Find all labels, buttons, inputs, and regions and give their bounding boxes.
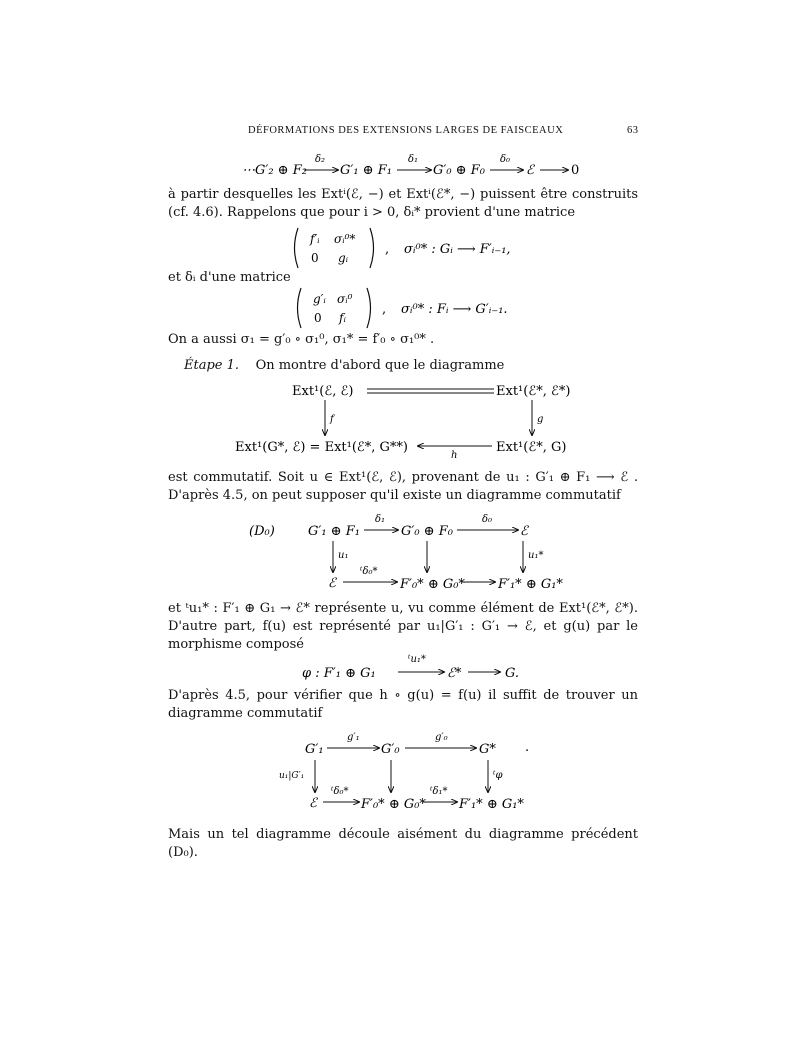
matrix-2-b: σᵢ⁰: [337, 292, 353, 306]
exact-sequence: [230, 150, 610, 182]
diag2-bottom-2: F′₀* ⊕ G₀*: [400, 577, 465, 592]
matrix-2-c: 0: [314, 311, 322, 325]
paragraph-3: On a aussi σ₁ = g′₀ ∘ σ₁⁰, σ₁* = f′₀ ∘ σ₁⁰* .: [168, 332, 435, 347]
matrix-2: [293, 286, 553, 330]
seq-term-4: 0: [571, 163, 580, 178]
step-1-text: On montre d'abord que le diagramme: [255, 358, 505, 373]
matrix-1-sep: ,: [385, 242, 390, 257]
matrix-1: [290, 226, 550, 270]
matrix-1-map: σᵢ⁰* : Gᵢ ⟶ F′ᵢ₋₁,: [404, 242, 511, 257]
matrix-2-d: fᵢ: [339, 311, 346, 325]
running-header: DÉFORMATIONS DES EXTENSIONS LARGES DE FAISCEAUX: [248, 125, 564, 136]
seq-term-3: ℰ: [526, 163, 534, 178]
phi-morphism: [300, 650, 540, 684]
seq-term-0: ⋯G′₂ ⊕ F₂: [242, 163, 307, 178]
page-number: 63: [627, 125, 639, 136]
diag3-label-td0: ᵗδ₀*: [331, 786, 349, 797]
matrix-1-a: f′ᵢ: [310, 232, 320, 246]
diagram-d0: [240, 508, 620, 598]
phi-left: φ : F′₁ ⊕ G₁: [302, 666, 376, 681]
diag3-dot: .: [525, 740, 530, 755]
diagram-3: [275, 728, 565, 816]
seq-term-2: G′₀ ⊕ F₀: [433, 163, 485, 178]
step-1-label: Étape 1.: [184, 358, 240, 373]
diag1-top-left: Ext¹(ℰ, ℰ): [292, 384, 354, 399]
diag2-label: (D₀): [249, 524, 275, 539]
matrix-2-map: σᵢ⁰* : Fᵢ ⟶ G′ᵢ₋₁.: [401, 302, 508, 317]
diag1-label-f: f: [330, 414, 334, 425]
seq-arrow-1-label: δ₂: [315, 154, 326, 165]
diag3-bottom-2: F′₀* ⊕ G₀*: [361, 797, 426, 812]
matrix-1-d: gᵢ: [338, 251, 349, 265]
diag1-label-h: h: [451, 450, 458, 458]
diag1-bottom-left: Ext¹(G*, ℰ) = Ext¹(ℰ*, G**): [235, 440, 408, 455]
diag3-top-2: G′₀: [381, 742, 400, 757]
diag3-label-td1: ᵗδ₁*: [430, 786, 448, 797]
diag2-top-3: ℰ: [520, 524, 528, 539]
diag3-label-g0: g′₀: [435, 732, 448, 743]
diag3-label-tphi: ᵗφ: [493, 770, 503, 781]
phi-arrow-label: ᵗu₁*: [408, 654, 426, 665]
paragraph-2: et δᵢ d'une matrice: [168, 270, 291, 285]
diag3-bottom-1: ℰ: [309, 796, 317, 811]
matrix-2-a: g′ᵢ: [313, 292, 326, 306]
diag3-label-g1: g′₁: [347, 732, 360, 743]
seq-arrow-2-label: δ₁: [408, 154, 419, 165]
matrix-1-b: σᵢ⁰*: [334, 232, 356, 246]
seq-term-1: G′₁ ⊕ F₁: [340, 163, 392, 178]
diag3-top-3: G*: [479, 742, 496, 757]
matrix-1-c: 0: [311, 251, 319, 265]
step-1: [168, 357, 638, 375]
matrix-2-sep: ,: [382, 302, 387, 317]
paragraph-1: à partir desquelles les Extⁱ(ℰ, −) et Extⁱ(ℰ*, −) puissent être construits (cf. 4.6). Rappelons que pour i > 0, δᵢ* provient d'une matrice: [168, 187, 638, 220]
diagram-1: [230, 378, 610, 458]
diag2-label-u1s: u₁*: [528, 550, 544, 561]
diag3-bottom-3: F′₁* ⊕ G₁*: [459, 797, 524, 812]
seq-arrow-3-label: δ₀: [500, 154, 511, 165]
diag2-top-2: G′₀ ⊕ F₀: [401, 524, 453, 539]
diag1-bottom-right: Ext¹(ℰ*, G): [496, 440, 567, 455]
diag2-bottom-1: ℰ: [328, 576, 336, 591]
diag2-label-u1: u₁: [338, 550, 349, 561]
diag2-label-td0: ᵗδ₀*: [360, 566, 378, 577]
paragraph-7: Mais un tel diagramme découle aisément du diagramme précédent (D₀).: [168, 827, 638, 860]
diag3-top-1: G′₁: [305, 742, 324, 757]
phi-right: G.: [505, 666, 520, 681]
paragraph-6: D'après 4.5, pour vérifier que h ∘ g(u) = f(u) il suffit de trouver un diagramme commutatif: [168, 688, 638, 721]
diag2-label-d1: δ₁: [375, 514, 386, 525]
diag2-top-1: G′₁ ⊕ F₁: [308, 524, 360, 539]
diag2-bottom-3: F′₁* ⊕ G₁*: [498, 577, 563, 592]
diag2-label-d0: δ₀: [482, 514, 493, 525]
diag1-top-right: Ext¹(ℰ*, ℰ*): [496, 384, 571, 399]
phi-mid: ℰ*: [447, 666, 462, 681]
diag3-label-u1g: u₁|G′₁: [279, 771, 305, 781]
diag1-label-g: g: [537, 414, 544, 425]
paragraph-4: est commutatif. Soit u ∈ Ext¹(ℰ, ℰ), provenant de u₁ : G′₁ ⊕ F₁ ⟶ ℰ . D'après 4.5, on peut supposer qu'il existe un diagramme commutatif: [168, 470, 638, 503]
paragraph-5: et ᵗu₁* : F′₁ ⊕ G₁ → ℰ* représente u, vu comme élément de Ext¹(ℰ*, ℰ*). D'autre part, f(u) est représenté par u₁|G′₁ : G′₁ → ℰ, et g(u) par le morphisme composé: [168, 601, 638, 652]
